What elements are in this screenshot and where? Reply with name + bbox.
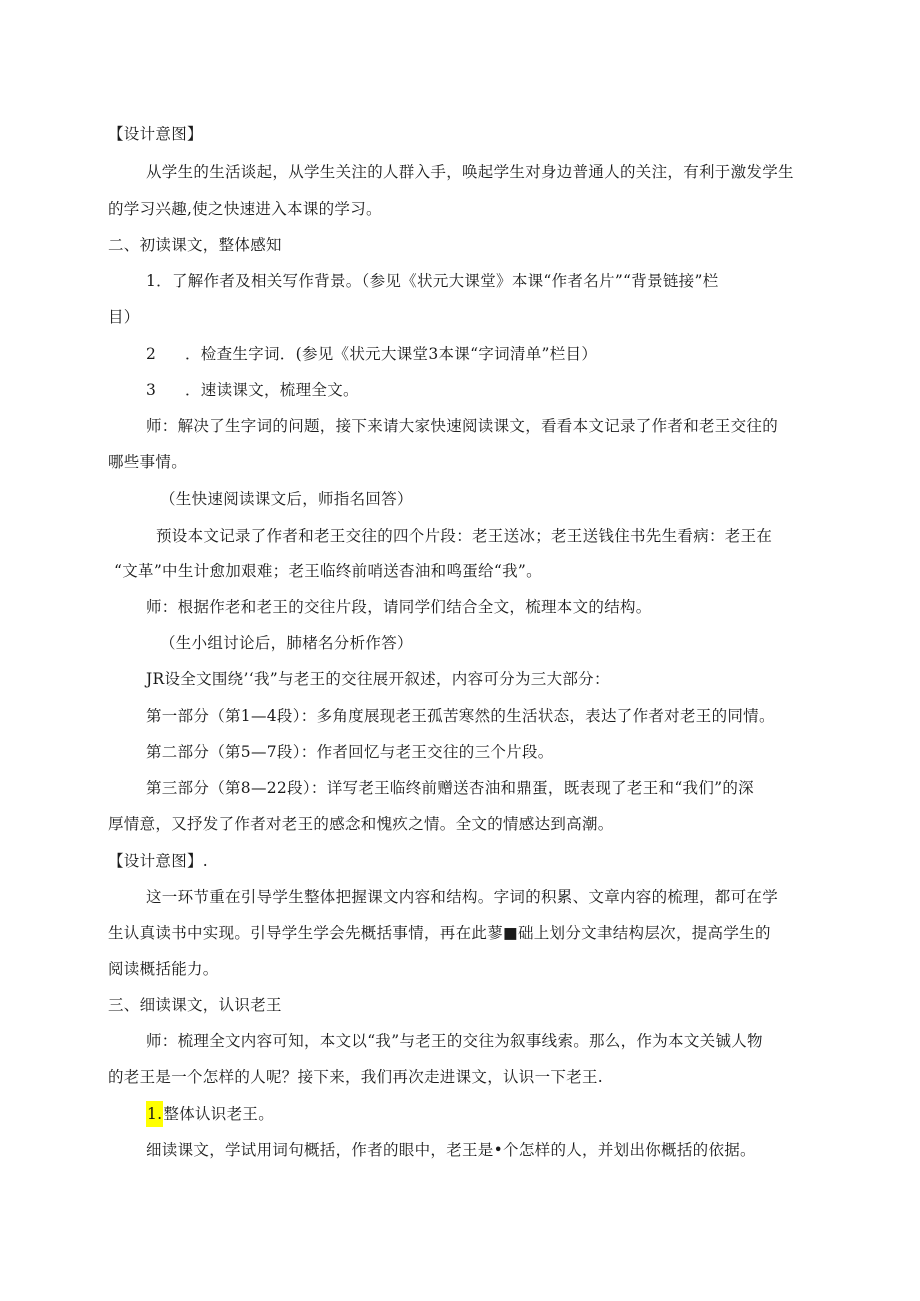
section-heading-design-intent-1: 【设计意图】 (108, 125, 203, 143)
list-item-1-highlighted (146, 1101, 274, 1127)
list-item-3-text: ．速读课文，梳理全文。 (185, 381, 359, 399)
paragraph-line: 预设本文记录了作者和老王交往的四个片段：老王送冰；老王送钱住书先生看病：老王在 (156, 527, 773, 545)
paragraph-line: 第三部分（第8—22段）：详写老王临终前赠送杏油和鼎蛋，既表现了老王和“我们”的深 (146, 779, 754, 797)
paragraph-line: （生快速阅读课文后，师指名回答） (160, 490, 413, 508)
paragraph-line: 细读课文，学试用词句概括，作者的眼中，老王是•个怎样的人，并划出你概括的依据。 (146, 1141, 756, 1159)
paragraph-line: JR设全文围绕’‘我”与老王的交往展开叙述，内容可分为三大部分： (146, 670, 610, 688)
paragraph-line: 师：梳理全文内容可知，本文以“我”与老王的交往为叙事线索。那么，作为本文关铖人物 (146, 1032, 763, 1050)
paragraph-line: （生小组讨论后，肺楮名分析作答） (160, 634, 413, 652)
list-item-1: 1．了解作者及相关写作背景。（参见《状元大课堂》本课“作者名片”“背景链接”栏 (146, 272, 719, 290)
section-heading-initial-reading: 二、初读课文，整体感知 (108, 236, 282, 254)
list-item-2-number: 2 (146, 345, 157, 363)
paragraph-line: 第一部分（第1—4段）：多角度展现老王孤苦寒然的生活状态，表达了作者对老王的同情。 (146, 707, 775, 725)
list-item-text: 整体认识老王。 (163, 1105, 274, 1123)
highlighted-number: 1. (146, 1101, 163, 1127)
paragraph-line: 的学习兴趣,使之快速进入本课的学习。 (108, 200, 382, 218)
paragraph-line: 目） (108, 308, 140, 326)
section-heading-close-reading: 三、细读课文，认识老王 (108, 996, 282, 1014)
list-item-2-text: ．检查生字词．(参见《状元大课堂3本课“字词清单”栏目） (185, 345, 598, 363)
paragraph-line: 的老王是一个怎样的人呢？接下来，我们再次走进课文，认识一下老王. (108, 1068, 604, 1086)
paragraph-line: 第二部分（第5—7段）：作者回忆与老王交往的三个片段。 (146, 743, 554, 761)
paragraph-line: 从学生的生活谈起，从学生关注的人群入手，唤起学生对身边普通人的关注，有利于激发学生 (146, 163, 794, 181)
paragraph-line: “文革”中生计愈加艰难；老王临终前哨送杳油和鸣蛋给“我”。 (114, 562, 542, 580)
paragraph-line: 这一环节重在引导学生整体把握课文内容和结构。字词的积累、文章内容的梳理，都可在学 (146, 888, 779, 906)
paragraph-line: 生认真读书中实现。引导学生学会先概括事情，再在此蓼■础上划分文聿结构层次，提高学生的 (108, 924, 771, 942)
paragraph-line: 厚情意，又抒发了作者对老王的感念和愧疚之情。全文的情感达到高潮。 (108, 815, 614, 833)
paragraph-line: 师：根据作老和老王的交往片段，请同学们结合全文，梳理本文的结构。 (146, 598, 652, 616)
paragraph-line: 师：解决了生字词的问题，接下来请大家快速阅读课文，看看本文记录了作者和老王交往的 (146, 417, 779, 435)
paragraph-line: 哪些事情。 (108, 453, 188, 471)
paragraph-line: 阅读概括能力。 (108, 960, 219, 978)
list-item-3-number: 3 (146, 381, 157, 399)
section-heading-design-intent-2: 【设计意图】. (108, 852, 209, 870)
